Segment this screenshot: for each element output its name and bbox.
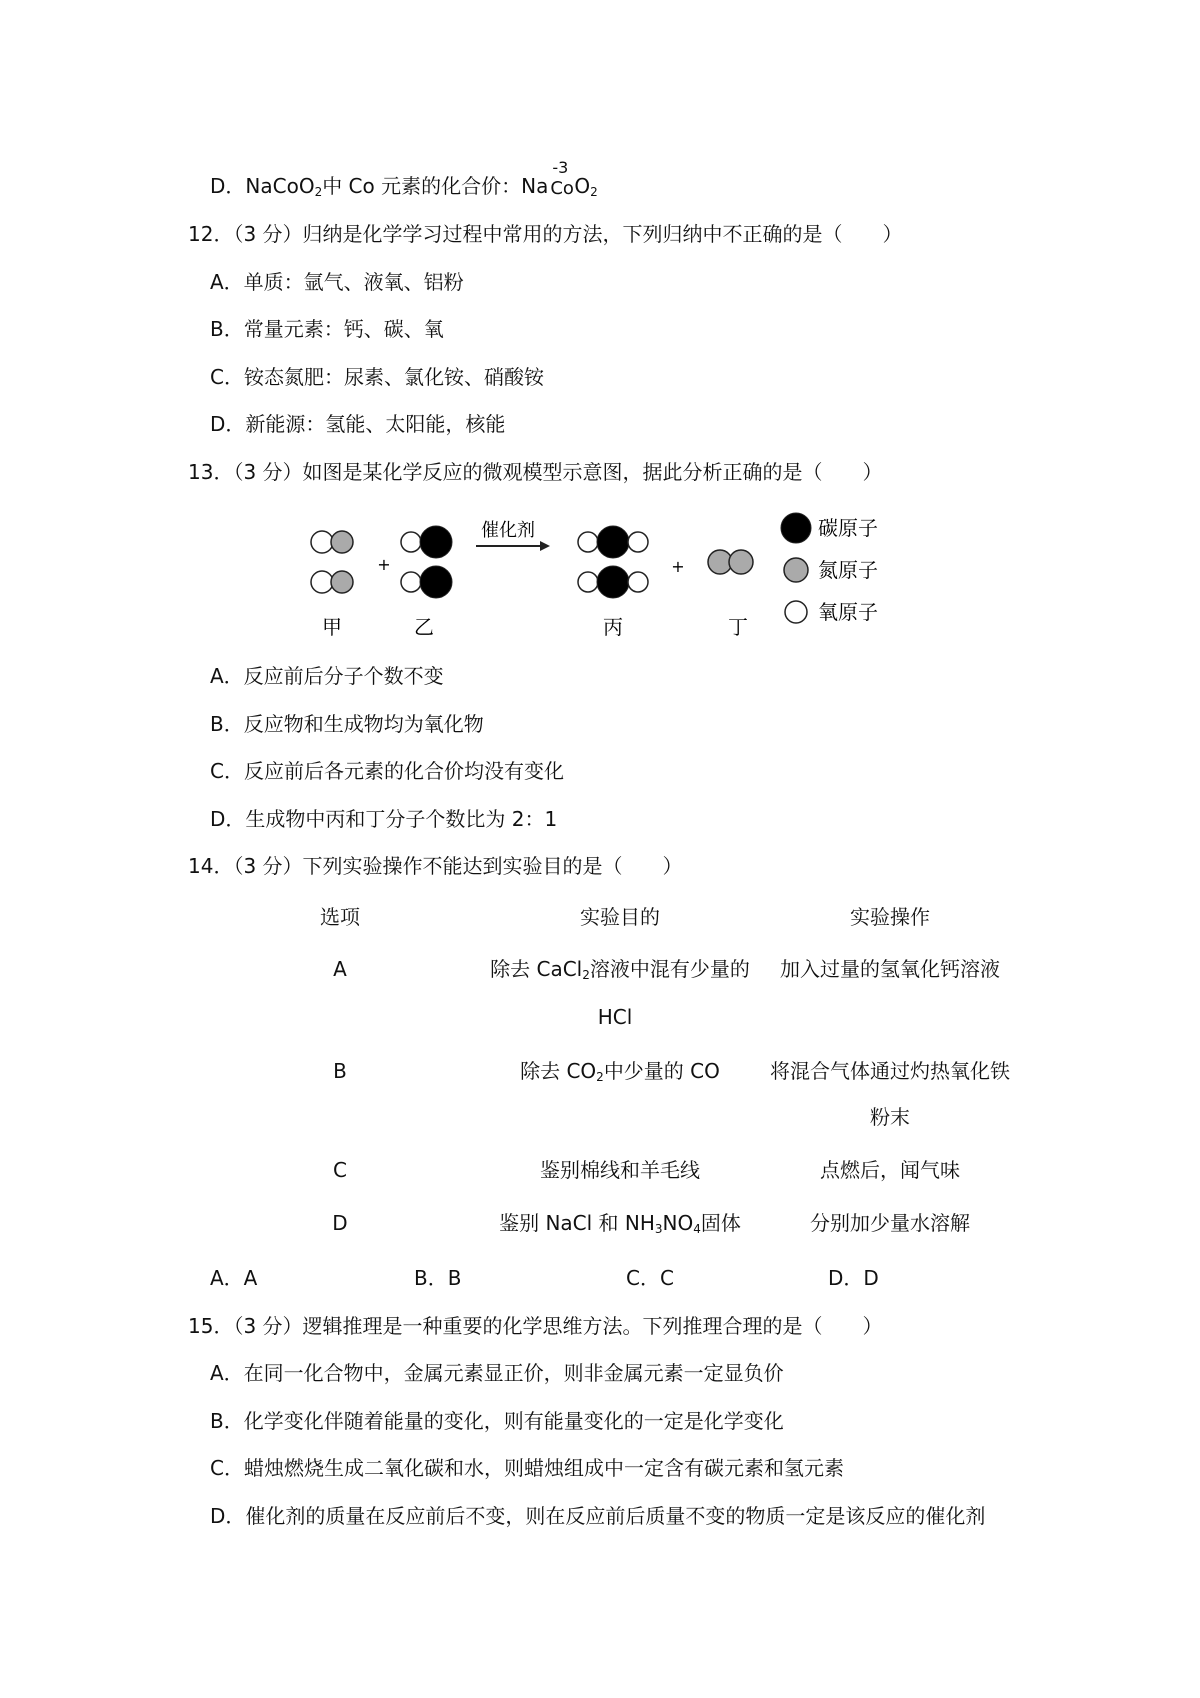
label-ding: 丁 [728, 615, 748, 639]
q11-d-valence: -3 [552, 158, 569, 177]
molecule-jia-1 [311, 531, 353, 553]
legend-carbon [781, 513, 878, 543]
q13-option-a: A．反应前后分子个数不变 [210, 664, 444, 688]
molecule-jia-2 [311, 571, 353, 593]
table-row-a-option: A [333, 957, 347, 981]
q14-answer-b: B．B [414, 1266, 462, 1290]
label-bing: 丙 [603, 615, 623, 639]
q15-option-d: D．催化剂的质量在反应前后不变，则在反应前后质量不变的物质一定是该反应的催化剂 [210, 1504, 986, 1528]
row-d-purpose-sub: 3 [654, 1222, 663, 1236]
q13-option-b: B．反应物和生成物均为氧化物 [210, 712, 484, 736]
row-b-purpose-1: 除去 CO [520, 1059, 597, 1083]
q11-d-sub-2: 2 [590, 185, 598, 199]
q14-answer-c: C．C [626, 1266, 674, 1290]
arrow-head [540, 541, 550, 551]
q12-option-b: B．常量元素：钙、碳、氧 [210, 317, 444, 341]
q13-option-d: D．生成物中丙和丁分子个数比为 2：1 [210, 807, 558, 831]
row-d-purpose-sub2: 4 [693, 1222, 701, 1236]
q11-d-sub-1: 2 [314, 185, 323, 199]
legend-carbon-label: 碳原子 [818, 516, 878, 540]
molecule-bing-2 [578, 566, 648, 598]
table-row-b-operation-cont: 粉末 [870, 1105, 910, 1129]
row-a-purpose-sub: 2 [582, 968, 590, 982]
q12-option-a: A．单质：氩气、液氧、铝粉 [210, 270, 464, 294]
row-b-purpose-sub: 2 [596, 1070, 604, 1084]
catalyst-label: 催化剂 [481, 520, 535, 541]
molecule-bing-1 [578, 526, 648, 558]
q12-stem: 12．（3 分）归纳是化学学习过程中常用的方法，下列归纳中不正确的是（ ） [188, 222, 903, 246]
table-row-c-purpose: 鉴别棉线和羊毛线 [540, 1158, 700, 1182]
molecule-ding [708, 550, 753, 574]
row-d-purpose-2: NO [662, 1211, 694, 1235]
q11-d-element: Co [550, 178, 574, 199]
q11-option-d [210, 158, 598, 204]
table-row-c-option: C [333, 1158, 347, 1182]
row-d-purpose-3: 固体 [700, 1211, 741, 1235]
q15-option-a: A．在同一化合物中，金属元素显正价，则非金属元素一定显负价 [210, 1361, 784, 1385]
legend-oxygen [785, 600, 878, 624]
table-row-a-purpose-cont: HCl [597, 1005, 633, 1029]
legend-oxygen-label: 氧原子 [818, 600, 878, 624]
table-row-a-purpose [480, 957, 760, 987]
table-header-operation: 实验操作 [850, 905, 930, 929]
molecule-yi-2 [401, 566, 452, 598]
row-a-purpose-2: 溶液中混有少量的 [589, 957, 750, 981]
legend-nitrogen-label: 氮原子 [818, 558, 878, 582]
q15-option-b: B．化学变化伴随着能量的变化，则有能量变化的一定是化学变化 [210, 1409, 784, 1433]
q12-option-d: D．新能源：氢能、太阳能，核能 [210, 412, 506, 436]
table-row-d-option: D [332, 1211, 348, 1235]
q12-option-c: C．铵态氮肥：尿素、氯化铵、硝酸铵 [210, 365, 544, 389]
table-header-purpose: 实验目的 [580, 905, 660, 929]
q11-d-valence-block [548, 158, 574, 199]
table-row-b-option: B [333, 1059, 347, 1083]
table-row-d-operation: 分别加少量水溶解 [810, 1211, 970, 1235]
legend-nitrogen [784, 558, 878, 582]
q11-d-text-3: O [574, 174, 591, 198]
reaction-diagram [300, 506, 920, 646]
q11-d-text-2: 中 Co 元素的化合价：Na [322, 174, 549, 198]
q14-answer-a: A．A [210, 1266, 258, 1290]
table-row-d-purpose [480, 1211, 760, 1241]
table-header-option: 选项 [320, 905, 360, 929]
q11-d-text-1: D．NaCoO [210, 174, 315, 198]
q15-option-c: C．蜡烛燃烧生成二氧化碳和水，则蜡烛组成中一定含有碳元素和氢元素 [210, 1456, 844, 1480]
q15-stem: 15．（3 分）逻辑推理是一种重要的化学思维方法。下列推理合理的是（ ） [188, 1314, 883, 1338]
label-yi: 乙 [414, 615, 434, 639]
q14-answer-d: D．D [828, 1266, 879, 1290]
table-row-c-operation: 点燃后，闻气味 [820, 1158, 960, 1182]
table-row-b-purpose [500, 1059, 740, 1089]
q13-option-c: C．反应前后各元素的化合价均没有变化 [210, 759, 564, 783]
table-row-b-operation: 将混合气体通过灼热氧化铁 [770, 1059, 1010, 1083]
row-d-purpose-1: 鉴别 NaCl 和 NH [499, 1211, 655, 1235]
q14-stem: 14．（3 分）下列实验操作不能达到实验目的是（ ） [188, 854, 683, 878]
molecule-yi-1 [401, 526, 452, 558]
plus-sign-2: + [671, 557, 685, 576]
table-row-a-operation: 加入过量的氢氧化钙溶液 [780, 957, 1000, 981]
q13-stem: 13．（3 分）如图是某化学反应的微观模型示意图，据此分析正确的是（ ） [188, 460, 883, 484]
plus-sign-1: + [377, 555, 391, 574]
row-a-purpose-1: 除去 CaCl [490, 957, 583, 981]
row-b-purpose-2: 中少量的 CO [603, 1059, 720, 1083]
label-jia: 甲 [322, 615, 342, 639]
